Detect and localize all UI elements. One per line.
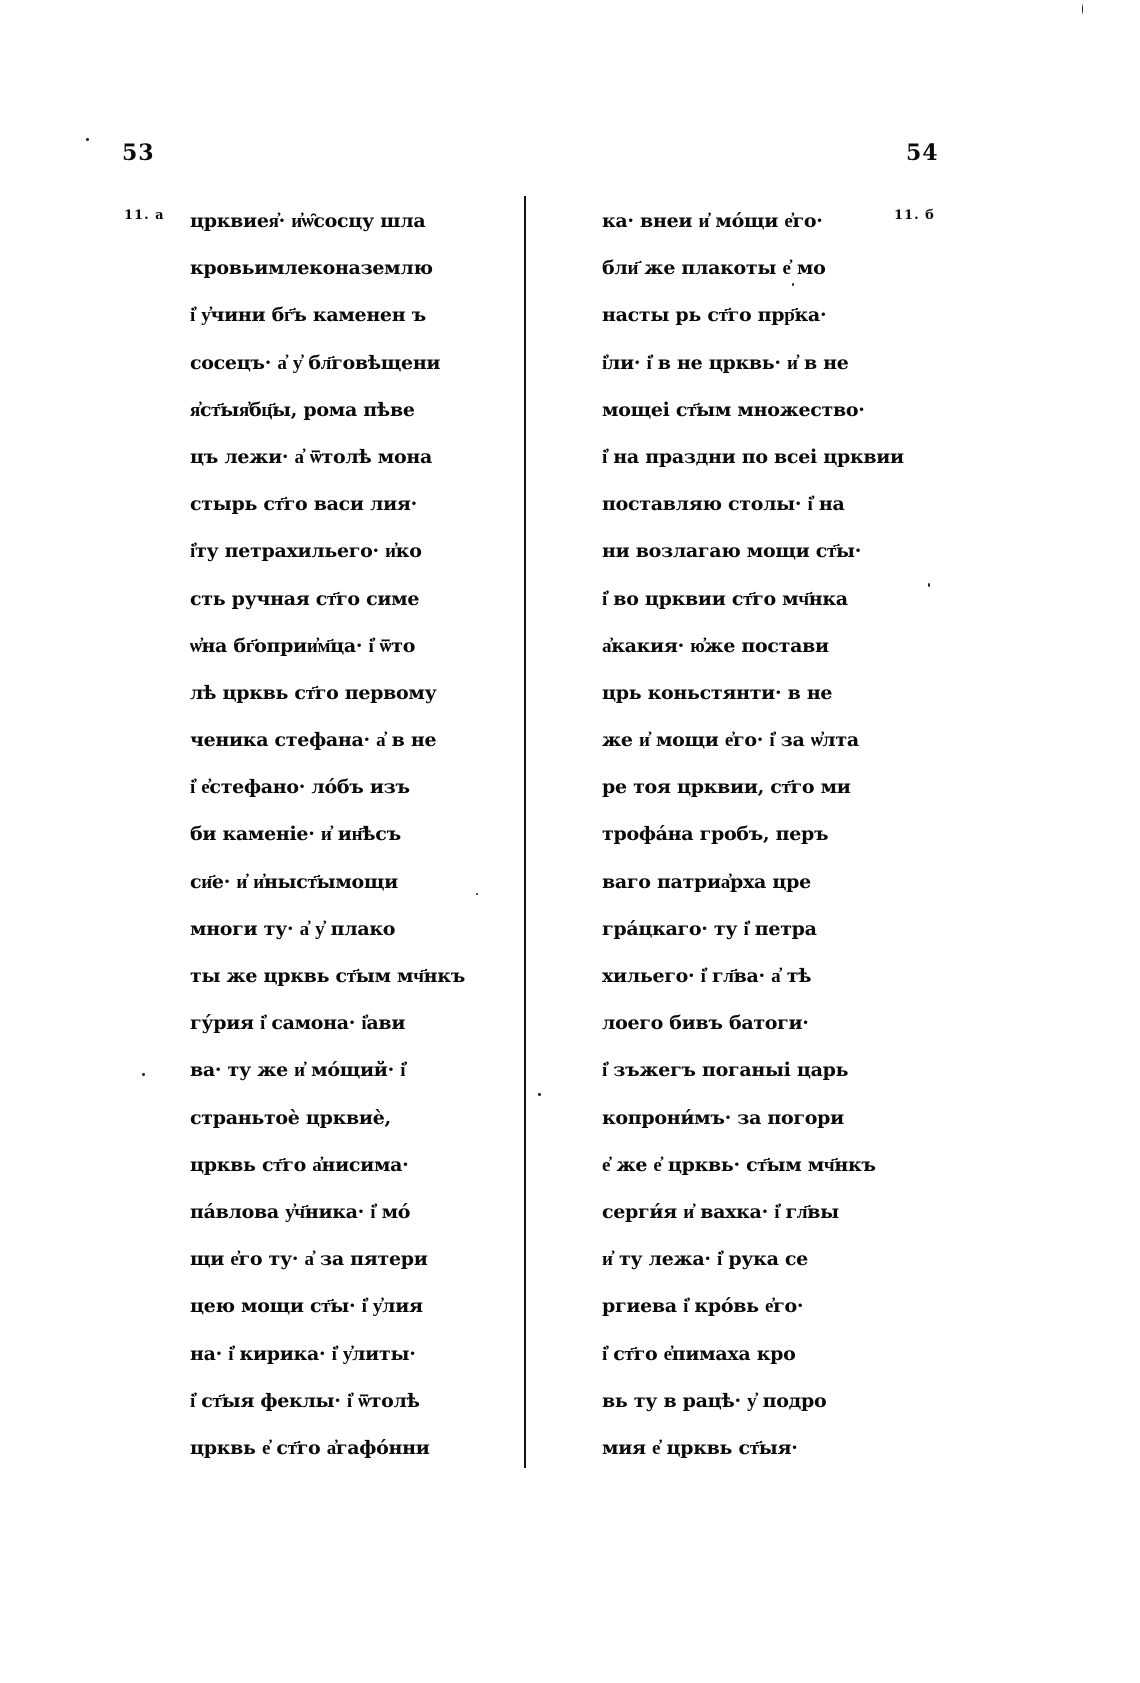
text-line-left: ченика стефана· а҆ в не xyxy=(190,729,437,752)
text-line-right: лоего бивъ батоги· xyxy=(602,1012,809,1035)
text-line-left: ты же црквь ст҃ым мч҃нкъ xyxy=(190,965,465,987)
text-line-left: ѡ҆на бг҃оприи҆м҃ца· і҆ ѿто xyxy=(190,634,416,657)
text-line-left: лѣ црквь ст҃го первому xyxy=(190,681,437,704)
text-line-right: хильего· і҆ гл҃ва· а҆ тѣ xyxy=(602,965,812,987)
print-speck xyxy=(142,1073,145,1076)
text-line-right: мия е҆ црквь ст҃ыя· xyxy=(602,1436,798,1459)
text-line-left: ва· ту же и҆ мо́щий· і҆ xyxy=(190,1059,406,1082)
folio-mark-right: 11. б xyxy=(894,208,935,223)
text-line-left: си҃е· и҆ и҆ныст҃ымощи xyxy=(190,870,398,893)
text-column-left xyxy=(190,202,520,1476)
text-line-right: ре тоя црквии, ст҃го ми xyxy=(602,776,851,799)
page-number-right: 54 xyxy=(906,140,939,166)
text-line-right: копрони́мъ· за погори xyxy=(602,1106,844,1129)
text-line-left: сосецъ· а҆ у҆ бл҃говѣщени xyxy=(190,351,441,374)
text-line-left: сть ручная ст҃го симе xyxy=(190,587,420,610)
text-line-right: і҆ли· і҆ в не црквь· и҆ в не xyxy=(602,351,849,374)
print-speck xyxy=(476,893,478,895)
print-speck xyxy=(86,138,89,141)
text-line-right: вь ту в рацѣ· у҆ подро xyxy=(602,1389,827,1412)
column-divider-rule xyxy=(524,196,526,1468)
text-line-left: і҆ ст҃ыя феклы· і҆ ѿтолѣ xyxy=(190,1389,420,1412)
text-line-left: цъ лежи· а҆ ѿтолѣ мона xyxy=(190,445,432,468)
text-line-left: би каменіе· и҆ ин҃ѣсъ xyxy=(190,823,401,846)
text-line-right: мощеі ст҃ым множество· xyxy=(602,398,865,421)
text-line-right: и҆ ту лежа· і҆ рука се xyxy=(602,1248,808,1271)
text-line-right: поставляю столы· і҆ на xyxy=(602,493,845,516)
text-line-left: кровьимлеконаземлю xyxy=(190,257,433,280)
text-line-left: і҆ту петрахильего· и҆ко xyxy=(190,540,422,563)
text-line-left: црквиея҆· и҆ѡ̑сосцу шла xyxy=(190,210,426,232)
text-line-right: бли҃ же плакоты е҆ мо xyxy=(602,257,826,280)
text-column-right xyxy=(602,202,902,1476)
page-number-left: 53 xyxy=(122,140,155,166)
print-speck xyxy=(1082,4,1083,14)
text-line-left: многи ту· а҆ у҆ плако xyxy=(190,917,396,940)
text-line-right: ваго патриа҆рха цре xyxy=(602,870,811,893)
text-line-right: і҆ во црквии ст҃го мч҃нка xyxy=(602,587,848,610)
text-line-left: па́влова у҆ч҃ника· і҆ мо́ xyxy=(190,1200,411,1223)
text-line-left: я҆ст҃ыя҆бц҃ы, рома пѣве xyxy=(190,398,415,421)
text-line-left: црквь ст҃го а҆нисима· xyxy=(190,1153,409,1176)
print-speck xyxy=(928,583,930,587)
text-line-right: серги́я и҆ вахка· і҆ гл҃вы xyxy=(602,1200,839,1223)
text-line-left: стырь ст҃го васи лия· xyxy=(190,493,417,516)
text-line-left: црквь е҆ ст҃го а҆гафо́нни xyxy=(190,1436,430,1459)
text-line-right: насты рь ст҃го прр҃ка· xyxy=(602,304,827,327)
text-line-right: црь коньстянти· в не xyxy=(602,681,833,704)
text-line-right: а҆какия· ю҆же постави xyxy=(602,634,829,657)
print-speck xyxy=(538,1093,541,1096)
text-line-right: трофа́на гробъ, перъ xyxy=(602,823,829,846)
text-line-left: щи е҆го ту· а҆ за пятери xyxy=(190,1248,428,1271)
text-line-left: і҆ е҆стефано· ло́бъ изъ xyxy=(190,776,410,799)
text-line-left: цею мощи ст҃ы· і҆ у҆лия xyxy=(190,1295,423,1318)
text-line-left: гу́рия і҆ самона· і҆ави xyxy=(190,1012,406,1035)
text-line-right: е҆ же е҆ црквь· ст҃ым мч҃нкъ xyxy=(602,1153,876,1176)
text-line-right: і҆ на праздни по всеі црквии xyxy=(602,445,904,468)
text-line-right: і҆ зъжегъ поганыі царь xyxy=(602,1059,849,1082)
text-line-left: страньтоѐ црквиѐ, xyxy=(190,1106,391,1129)
text-line-right: ргиева і҆ кро́вь е҆го· xyxy=(602,1295,804,1318)
print-speck xyxy=(792,283,794,286)
text-line-right: гра́цкаго· ту і҆ петра xyxy=(602,917,817,940)
text-line-left: на· і҆ кирика· і҆ у҆литы· xyxy=(190,1342,416,1365)
text-line-right: ка· внеи и҆ мо́щи е҆го· xyxy=(602,210,823,232)
text-line-right: ни возлагаю мощи ст҃ы· xyxy=(602,540,862,563)
folio-mark-left: 11. а xyxy=(124,208,165,223)
text-line-right: і҆ ст҃го е҆пимаха кро xyxy=(602,1342,796,1365)
text-line-right: же и҆ мощи е҆го· і҆ за ѡ҆лта xyxy=(602,729,859,752)
text-line-left: і҆ у҆чини бг҃ъ каменен ъ xyxy=(190,304,426,327)
